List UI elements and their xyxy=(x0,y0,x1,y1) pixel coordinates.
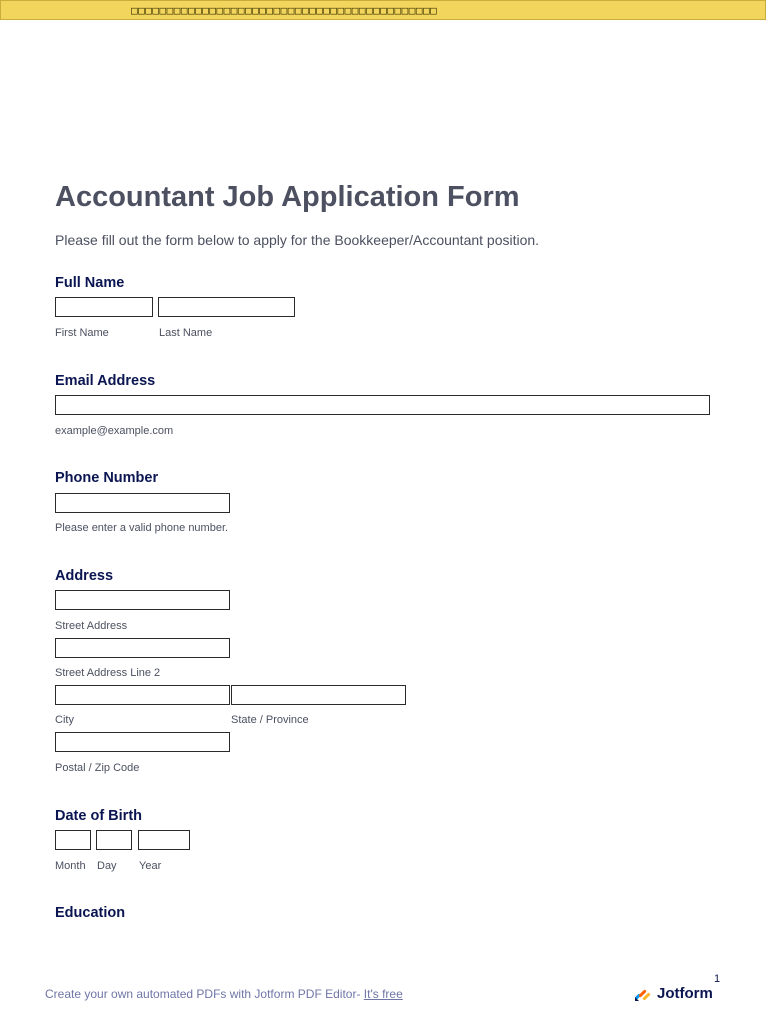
page-number: 1 xyxy=(714,973,721,985)
dob-month-sublabel: Month xyxy=(55,860,86,872)
street-address-input[interactable] xyxy=(55,590,230,610)
last-name-sublabel: Last Name xyxy=(159,327,213,339)
top-banner xyxy=(0,0,766,20)
dob-day-sublabel: Day xyxy=(97,860,117,872)
street-address-sublabel: Street Address xyxy=(55,620,128,632)
phone-label: Phone Number xyxy=(55,470,159,486)
street-address-2-input[interactable] xyxy=(55,638,230,658)
city-input[interactable] xyxy=(55,685,230,705)
jotform-logo-icon xyxy=(634,986,652,1002)
state-sublabel: State / Province xyxy=(231,714,309,726)
first-name-sublabel: First Name xyxy=(55,327,109,339)
banner-text: □□□□□□□□□□□□□□□□□□□□□□□□□□□□□□□□□□□□□□□□□□□ xyxy=(131,4,438,17)
full-name-label: Full Name xyxy=(55,275,125,291)
zip-input[interactable] xyxy=(55,732,230,752)
address-label: Address xyxy=(55,568,114,584)
phone-sublabel: Please enter a valid phone number. xyxy=(55,522,229,534)
dob-year-sublabel: Year xyxy=(139,860,162,872)
jotform-logo[interactable] xyxy=(634,985,713,1002)
education-label: Education xyxy=(55,905,126,921)
city-sublabel: City xyxy=(55,714,74,726)
dob-month-input[interactable] xyxy=(55,830,91,850)
dob-label: Date of Birth xyxy=(55,808,142,824)
dob-year-input[interactable] xyxy=(138,830,190,850)
last-name-input[interactable] xyxy=(158,297,295,317)
form-description: Please fill out the form below to apply for the Bookkeeper/Accountant position. xyxy=(55,232,540,248)
page-title: Accountant Job Application Form xyxy=(55,181,520,213)
street-address-2-sublabel: Street Address Line 2 xyxy=(55,667,161,679)
its-free-link[interactable]: It's free xyxy=(363,987,403,1001)
zip-sublabel: Postal / Zip Code xyxy=(55,762,140,774)
email-label: Email Address xyxy=(55,373,156,389)
email-sublabel: example@example.com xyxy=(55,425,174,437)
footer-promo-text: Create your own automated PDFs with Jotform PDF Editor- xyxy=(45,987,364,1001)
dob-day-input[interactable] xyxy=(96,830,132,850)
jotform-logo-text: Jotform xyxy=(657,985,713,1002)
first-name-input[interactable] xyxy=(55,297,153,317)
footer-promo xyxy=(45,987,403,1001)
phone-input[interactable] xyxy=(55,493,230,513)
email-input[interactable] xyxy=(55,395,710,415)
state-input[interactable] xyxy=(231,685,406,705)
